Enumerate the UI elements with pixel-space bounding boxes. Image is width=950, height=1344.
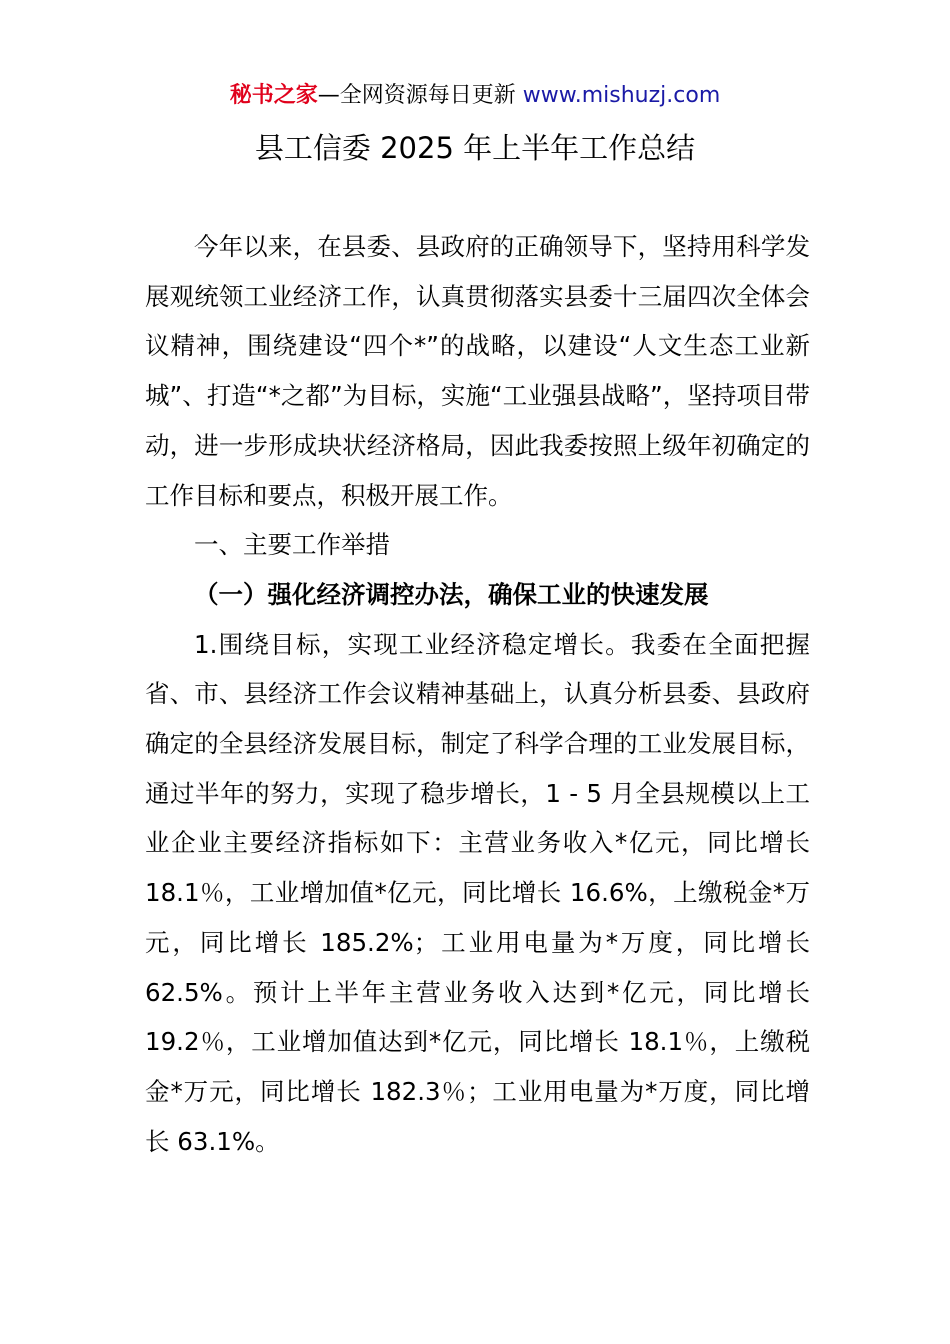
site-name: 秘书之家 bbox=[229, 83, 318, 108]
intro-paragraph: 今年以来，在县委、县政府的正确领导下，坚持用科学发展观统领工业经济工作，认真贯彻落实县委十三届四次全体会议精神，围绕建设“四个*”的战略，以建设“人文生态工业新城”、打造“*之都”为目标，实施“工业强县战略”，坚持项目带动，进一步形成块状经济格局，因此我委按照上级年初确定的工作目标和要点，积极开展工作。 bbox=[145, 232, 810, 510]
site-banner bbox=[0, 80, 950, 112]
item-paragraph: 1.围绕目标，实现工业经济稳定增长。我委在全面把握省、市、县经济工作会议精神基础上，认真分析县委、县政府确定的全县经济发展目标，制定了科学合理的工业发展目标，通过半年的努力，实现了稳步增长，1 - 5 月全县规模以上工业企业主要经济指标如下：主营业务收入*亿元，同比增长 18.1％，工业增加值*亿元，同比增长 16.6%，上缴税金*万元，同比增长 185.2%；工业用电量为*万度，同比增长 62.5%。预计上半年主营业务收入达到*亿元，同比增长 19.2％，工业增加值达到*亿元，同比增长 18.1％，上缴税金*万元，同比增长 182.3％；工业用电量为*万度，同比增长 63.1%。 bbox=[145, 629, 810, 1156]
document-title: 县工信委 2025 年上半年工作总结 bbox=[254, 131, 696, 165]
subsection-heading: （一）强化经济调控办法，确保工业的快速发展 bbox=[194, 579, 709, 609]
site-url-link[interactable]: www.mishuzj.com bbox=[522, 83, 721, 108]
site-tagline: —全网资源每日更新 bbox=[317, 83, 516, 108]
section-heading: 一、主要工作举措 bbox=[194, 530, 390, 560]
document-body bbox=[145, 222, 810, 1166]
